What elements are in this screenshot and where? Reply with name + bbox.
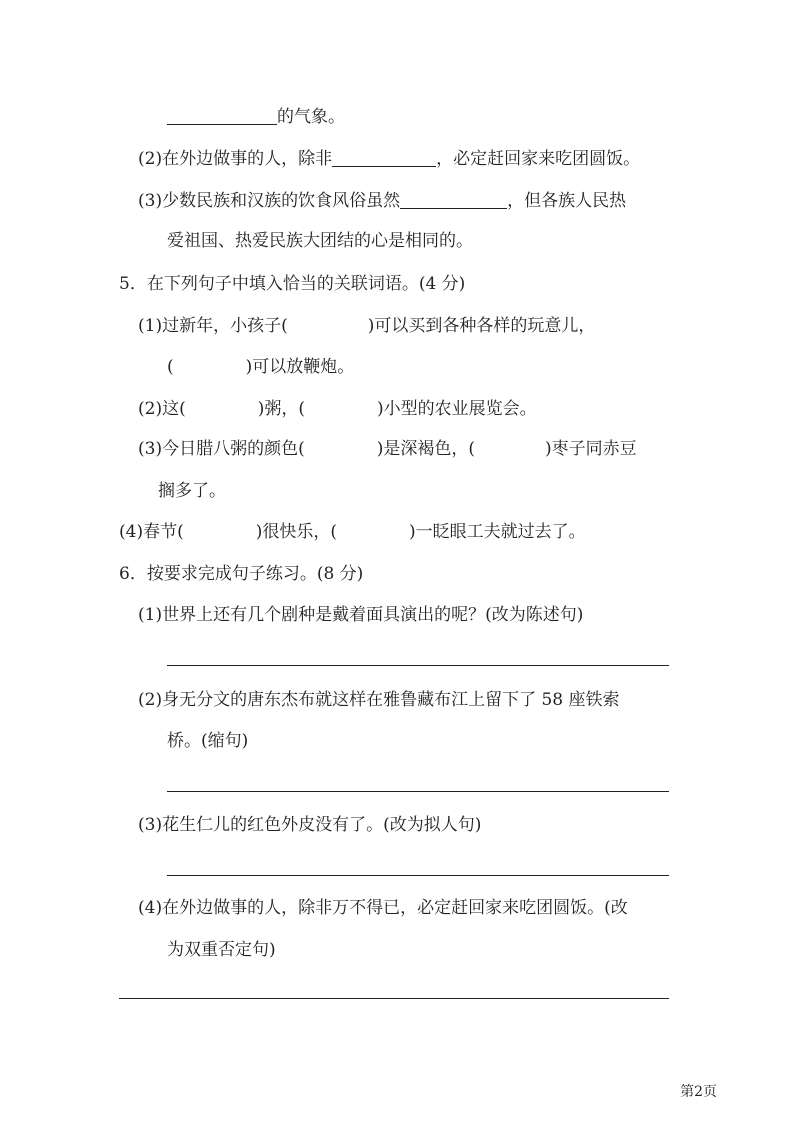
text: )枣子同赤豆 bbox=[544, 439, 637, 459]
text: (3)少数民族和汉族的饮食风俗虽然 bbox=[138, 191, 401, 211]
text: (2)这( bbox=[138, 399, 186, 419]
text: )小型的农业展览会。 bbox=[376, 399, 537, 419]
text: (3)今日腊八粥的颜色( bbox=[138, 439, 305, 459]
q6-answer-line-2[interactable] bbox=[167, 791, 669, 792]
answer-blank-2[interactable] bbox=[332, 148, 436, 167]
q5-item-3 bbox=[138, 438, 637, 460]
q6-answer-line-3[interactable] bbox=[167, 875, 669, 876]
q6-item-2-cont: 桥。(缩句) bbox=[167, 731, 249, 751]
page-number: 第2页 bbox=[680, 1084, 717, 1100]
answer-blank-3[interactable] bbox=[400, 190, 507, 209]
text: )一眨眼工夫就过去了。 bbox=[408, 522, 586, 542]
question-5-title: 5．在下列句子中填入恰当的关联词语。(4 分) bbox=[119, 274, 466, 294]
text: (2)在外边做事的人，除非 bbox=[138, 149, 333, 169]
q5-item-4 bbox=[119, 521, 586, 543]
q6-answer-line-4[interactable] bbox=[119, 998, 669, 999]
fill-line-3-cont: 爱祖国、热爱民族大团结的心是相同的。 bbox=[167, 231, 473, 251]
q5-item-1-cont bbox=[167, 356, 354, 378]
text: )很快乐，( bbox=[255, 522, 337, 542]
q6-item-2: (2)身无分文的唐东杰布就这样在雅鲁藏布江上留下了 58 座铁索 bbox=[138, 690, 620, 710]
fill-line-3 bbox=[138, 190, 626, 212]
text: 的气象。 bbox=[277, 107, 345, 127]
q6-answer-line-1[interactable] bbox=[167, 665, 669, 666]
q6-item-1: (1)世界上还有几个剧种是戴着面具演出的呢？(改为陈述句) bbox=[138, 605, 584, 625]
q6-item-4-cont: 为双重否定句) bbox=[167, 940, 276, 960]
text: ，必定赶回家来吃团圆饭。 bbox=[436, 149, 641, 169]
text: ，但各族人民热 bbox=[507, 191, 627, 211]
text: )可以买到各种各样的玩意儿， bbox=[367, 316, 596, 336]
q5-item-1 bbox=[138, 315, 595, 337]
fill-line-2 bbox=[138, 148, 640, 170]
text: (1)过新年，小孩子( bbox=[138, 316, 288, 336]
text: )粥，( bbox=[257, 399, 305, 419]
fill-line-1 bbox=[167, 106, 345, 128]
answer-blank-1[interactable] bbox=[167, 106, 277, 125]
text: (4)春节( bbox=[119, 522, 184, 542]
text: ( bbox=[167, 357, 174, 377]
text: )可以放鞭炮。 bbox=[245, 357, 355, 377]
q5-item-2 bbox=[138, 398, 537, 420]
question-6-title: 6．按要求完成句子练习。(8 分) bbox=[119, 564, 364, 584]
text: )是深褐色，( bbox=[376, 439, 475, 459]
q5-item-3-cont: 搁多了。 bbox=[158, 481, 226, 501]
q6-item-4: (4)在外边做事的人，除非万不得已，必定赶回家来吃团圆饭。(改 bbox=[138, 898, 628, 918]
q6-item-3: (3)花生仁儿的红色外皮没有了。(改为拟人句) bbox=[138, 815, 482, 835]
